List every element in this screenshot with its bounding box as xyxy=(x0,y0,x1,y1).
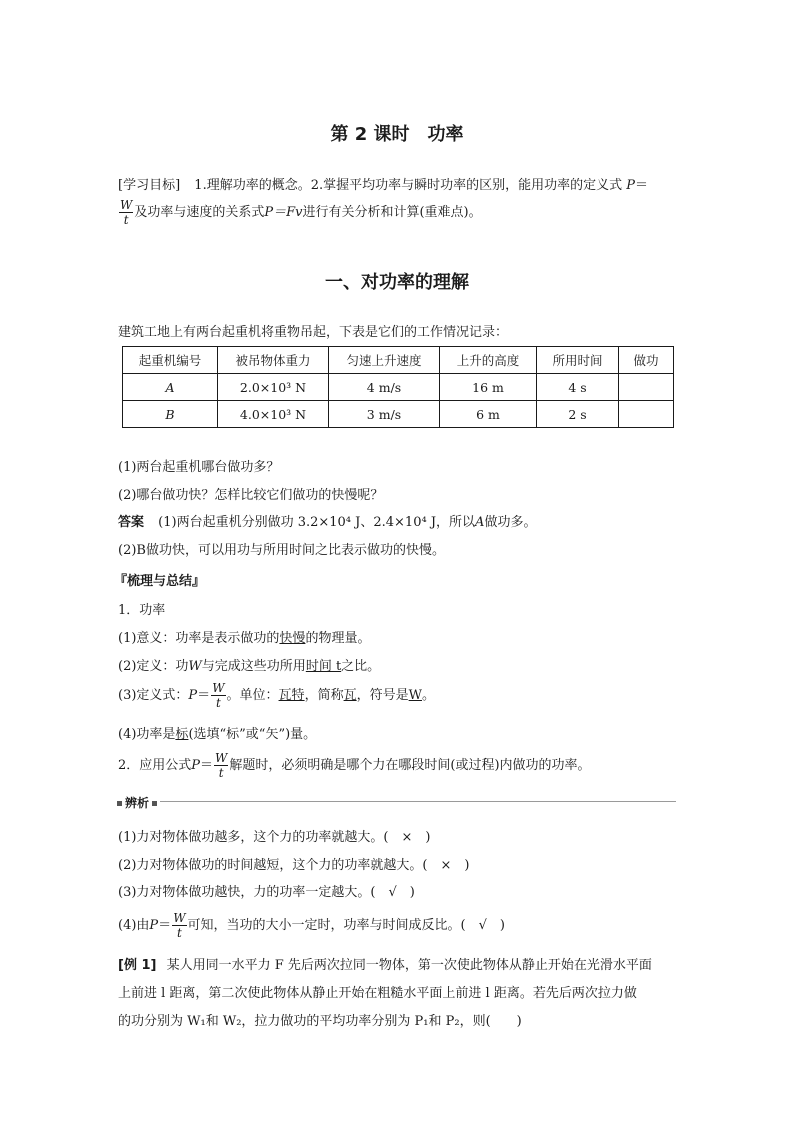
fraction-numerator: W xyxy=(120,198,133,212)
table-row xyxy=(123,401,674,428)
table-cell: 3 m/s xyxy=(329,401,440,428)
table-cell: 16 m xyxy=(440,374,537,401)
answer-label: 答案 xyxy=(118,515,145,530)
fraction-denominator: t xyxy=(176,926,182,940)
table-cell: 6 m xyxy=(440,401,537,428)
crane-record-table xyxy=(122,346,674,428)
answer-1-text-a: (1)两台起重机分别做功 3.2×10⁴ J、2.4×10⁴ J，所以 xyxy=(158,515,476,530)
answer-line-1 xyxy=(118,511,536,530)
summary-p4-pre: (4)功率是 xyxy=(118,727,176,742)
summary-item2-p: P xyxy=(191,758,201,773)
objective-fraction xyxy=(119,199,133,226)
summary-p1 xyxy=(118,627,370,646)
table-cell: 4 s xyxy=(537,374,619,401)
table-header-cell: 做功 xyxy=(619,347,674,374)
fraction-denominator: t xyxy=(218,766,224,780)
square-bullet-icon xyxy=(152,801,157,806)
objective-formula-2: P＝Fv xyxy=(264,205,303,220)
fraction-numerator: W xyxy=(212,681,225,695)
example-line-2: 上前进 l 距离，第二次使此物体从静止开始在粗糙水平面上前进 l 距离。若先后两次拉力做 xyxy=(118,986,637,1001)
example-line-1-text: 某人用同一水平力 F 先后两次拉同一物体，第一次使此物体从静止开始在光滑水平面 xyxy=(166,958,652,973)
table-cell: 2 s xyxy=(537,401,619,428)
example-line-1 xyxy=(118,954,652,973)
table-header-cell: 上升的高度 xyxy=(440,347,537,374)
analysis-label: 辨析 xyxy=(125,796,150,810)
summary-item-1-title: 1．功率 xyxy=(118,603,166,618)
example-label: [例 1] xyxy=(118,958,157,973)
summary-item2-pre: 2．应用公式 xyxy=(118,758,192,773)
table-header-cell: 所用时间 xyxy=(537,347,619,374)
answer-1-var: A xyxy=(475,515,485,530)
summary-p2-fill: 时间 t xyxy=(305,659,342,674)
answer-2-var: (2)B xyxy=(118,543,146,558)
analysis-s4-post: 可知，当功的大小一定时，功率与时间成反比。( √ ) xyxy=(187,918,505,933)
summary-p3 xyxy=(118,682,435,709)
summary-p3-p: P xyxy=(188,688,198,703)
summary-p2 xyxy=(118,655,380,674)
fraction-denominator: t xyxy=(215,696,221,710)
summary-item2-eq: ＝ xyxy=(200,758,214,773)
fraction-numerator: W xyxy=(173,911,186,925)
table-cell xyxy=(619,374,674,401)
table-header-cell: 起重机编号 xyxy=(123,347,218,374)
analysis-s4-eq: ＝ xyxy=(158,918,172,933)
summary-p3-short: 瓦 xyxy=(343,688,357,703)
summary-p4 xyxy=(118,723,316,742)
page-title: 第 2 课时 功率 xyxy=(330,124,464,145)
table-cell xyxy=(619,401,674,428)
summary-p1-pre: (1)意义：功率是表示做功的 xyxy=(118,631,280,646)
objective-text-1: 1.理解功率的概念。2.掌握平均功率与瞬时功率的区别，能用功率的定义式 xyxy=(194,178,623,193)
example-line-3: 的功分别为 W₁和 W₂，拉力做功的平均功率分别为 P₁和 P₂，则( ) xyxy=(118,1014,522,1029)
objective-text-3: 进行有关分析和计算(重难点)。 xyxy=(302,205,482,220)
table-cell: 4.0×10³ N xyxy=(218,401,329,428)
table-header-row xyxy=(123,347,674,374)
analysis-header xyxy=(114,794,160,811)
table-cell: A xyxy=(123,374,218,401)
summary-p4-post: (选填“标”或“矢”)量。 xyxy=(188,727,317,742)
summary-p3-fraction xyxy=(211,682,225,709)
objective-text-2: 及功率与速度的关系式 xyxy=(134,205,265,220)
summary-item-2 xyxy=(118,752,591,779)
summary-p2-var: W xyxy=(188,659,202,674)
summary-p1-fill: 快慢 xyxy=(279,631,306,646)
analysis-s4-p: P xyxy=(149,918,159,933)
square-bullet-icon xyxy=(117,801,122,806)
analysis-statement-4 xyxy=(118,912,505,939)
analysis-s4-pre: (4)由 xyxy=(118,918,150,933)
objective-formula-eq: ＝ xyxy=(635,178,649,193)
table-cell: 4 m/s xyxy=(329,374,440,401)
summary-p3-unit: 瓦特 xyxy=(278,688,305,703)
analysis-divider xyxy=(160,801,676,802)
objective-line-1 xyxy=(118,174,648,193)
table-cell: 2.0×10³ N xyxy=(218,374,329,401)
section-heading: 一、对功率的理解 xyxy=(325,272,469,293)
table-row xyxy=(123,374,674,401)
summary-p3-mid3: ，符号是 xyxy=(356,688,409,703)
summary-p3-end: 。 xyxy=(421,688,435,703)
analysis-statement-1: (1)力对物体做功越多，这个力的功率就越大。( × ) xyxy=(118,830,431,845)
summary-item2-post: 解题时，必须明确是哪个力在哪段时间(或过程)内做功的功率。 xyxy=(229,758,591,773)
summary-p3-mid: 。单位： xyxy=(226,688,279,703)
summary-item2-fraction xyxy=(214,752,228,779)
summary-p1-post: 的物理量。 xyxy=(305,631,371,646)
summary-p2-mid: 与完成这些功所用 xyxy=(201,659,306,674)
summary-p3-eq: ＝ xyxy=(197,688,211,703)
summary-p3-mid2: ，简称 xyxy=(304,688,344,703)
summary-p3-pre: (3)定义式： xyxy=(118,688,189,703)
answer-2-text: 做功快，可以用功与所用时间之比表示做功的快慢。 xyxy=(145,543,445,558)
analysis-statement-2: (2)力对物体做功的时间越短，这个力的功率就越大。( × ) xyxy=(118,858,470,873)
summary-label: 『梳理与总结』 xyxy=(114,574,206,589)
objective-line-2 xyxy=(118,199,482,226)
objective-label: [学习目标] xyxy=(118,178,181,193)
summary-p2-pre: (2)定义：功 xyxy=(118,659,189,674)
question-2: (2)哪台做功快？怎样比较它们做功的快慢呢？ xyxy=(118,488,384,503)
section-intro: 建筑工地上有两台起重机将重物吊起，下表是它们的工作情况记录： xyxy=(118,325,509,340)
analysis-statement-3: (3)力对物体做功越快，力的功率一定越大。( √ ) xyxy=(118,885,415,900)
objective-formula-p: P xyxy=(626,178,635,193)
summary-p4-fill: 标 xyxy=(175,727,189,742)
fraction-denominator: t xyxy=(123,213,129,227)
table-cell: B xyxy=(123,401,218,428)
analysis-s4-fraction xyxy=(172,912,186,939)
question-1: (1)两台起重机哪台做功多？ xyxy=(118,460,280,475)
summary-p3-symbol: W xyxy=(408,688,422,703)
table-header-cell: 被吊物体重力 xyxy=(218,347,329,374)
table-header-cell: 匀速上升速度 xyxy=(329,347,440,374)
summary-p2-post: 之比。 xyxy=(341,659,381,674)
fraction-numerator: W xyxy=(215,751,228,765)
answer-1-text-b: 做功多。 xyxy=(484,515,537,530)
answer-line-2 xyxy=(118,539,445,558)
